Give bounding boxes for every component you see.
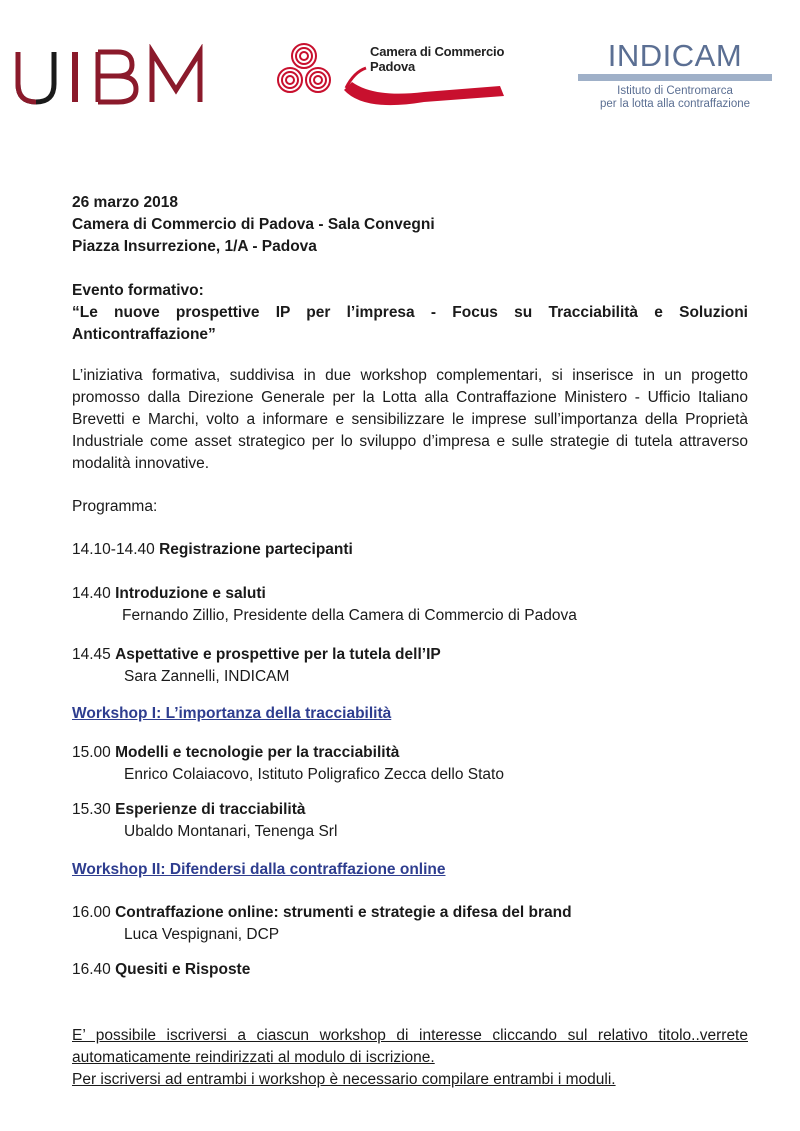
program-time: 14.45: [72, 646, 111, 663]
indicam-logo-word: INDICAM: [607, 38, 743, 73]
program-time: 16.00: [72, 904, 111, 921]
intro-paragraph: L’iniziativa formativa, suddivisa in due workshop complementari, si inserisce in un progetto promosso dalla Direzione Generale per la Lotta alla Contraffazione Ministero - Ufficio Italiano Brevetti e Marchi, volto a informare e sensibilizzare le imprese sull’importanza della Proprietà Industriale come asset strategico per lo sviluppo d’impresa e sulle strategie di tutela attraverso modalità innovative.: [72, 367, 748, 472]
program-speaker: Luca Vespignani, DCP: [124, 926, 280, 943]
uibm-logo: [14, 44, 210, 108]
indicam-sub-line2: per la lotta alla contraffazione: [599, 98, 751, 110]
program-speaker: Enrico Colaiacovo, Istituto Poligrafico Zecca dello Stato: [124, 766, 504, 783]
event-title-line1: “Le nuove prospettive IP per l’impresa - Focus su Tracciabilità e Soluzioni: [72, 304, 748, 321]
program-speaker: Ubaldo Montanari, Tenenga Srl: [124, 823, 338, 840]
program-time: 16.40: [72, 961, 111, 978]
event-address: Piazza Insurrezione, 1/A - Padova: [72, 238, 317, 255]
program-item: [72, 742, 748, 786]
camera-logo-line1: Camera di Commercio: [370, 44, 505, 59]
workshop2-link[interactable]: Workshop II: Difendersi dalla contraffazione online: [72, 861, 446, 878]
registration-note-line3: Per iscriversi ad entrambi i workshop è necessario compilare entrambi i moduli.: [72, 1071, 616, 1088]
uibm-logo-mark: [14, 44, 210, 108]
event-label: Evento formativo:: [72, 282, 204, 299]
registration-note-line1: E’ possibile iscriversi a ciascun workshop di interesse cliccando sul relativo titolo..verrete: [72, 1027, 748, 1044]
program-speaker: Sara Zannelli, INDICAM: [124, 668, 290, 685]
indicam-logo: [578, 40, 772, 118]
camera-commercio-logo: [274, 42, 510, 112]
program-time: 15.00: [72, 744, 111, 761]
event-venue: Camera di Commercio di Padova - Sala Convegni: [72, 216, 435, 233]
workshop1-section: [72, 703, 748, 725]
program-item: [72, 539, 748, 561]
registration-note: [72, 1025, 748, 1091]
indicam-sub-line1: Istituto di Centromarca: [617, 85, 733, 97]
program-time: 14.10-14.40: [72, 541, 155, 558]
program-title: Quesiti e Risposte: [115, 961, 251, 978]
uibm-logo-text: [210, 44, 211, 45]
program-title: Esperienze di tracciabilità: [115, 801, 306, 818]
program-title: Registrazione partecipanti: [159, 541, 353, 558]
camera-logo-line2: Padova: [370, 59, 416, 74]
program-item: [72, 644, 748, 688]
program-speaker: Fernando Zillio, Presidente della Camera di Commercio di Padova: [122, 607, 577, 624]
program-item: [72, 902, 748, 946]
registration-note-line2: automaticamente reindirizzati al modulo di iscrizione.: [72, 1049, 435, 1066]
program-title: Modelli e tecnologie per la tracciabilità: [115, 744, 400, 761]
camera-commercio-logo-text: [370, 44, 504, 74]
program-item: [72, 583, 748, 627]
indicam-logo-bar: [578, 74, 772, 81]
event-header: [72, 192, 748, 258]
workshop2-section: [72, 859, 748, 881]
program-title: Introduzione e saluti: [115, 585, 266, 602]
workshop1-link[interactable]: Workshop I: L’importanza della tracciabilità: [72, 705, 392, 722]
program-item: [72, 959, 748, 981]
indicam-logo-subtitle: [578, 85, 772, 111]
program-title: Contraffazione online: strumenti e strategie a difesa del brand: [115, 904, 572, 921]
program-title: Aspettative e prospettive per la tutela dell’IP: [115, 646, 441, 663]
event-title-line2: Anticontraffazione”: [72, 326, 216, 343]
program-time: 14.40: [72, 585, 111, 602]
program-time: 15.30: [72, 801, 111, 818]
program-item: [72, 799, 748, 843]
event-date: 26 marzo 2018: [72, 194, 178, 211]
programma-label: Programma:: [72, 498, 158, 515]
event-title-block: [72, 280, 748, 346]
